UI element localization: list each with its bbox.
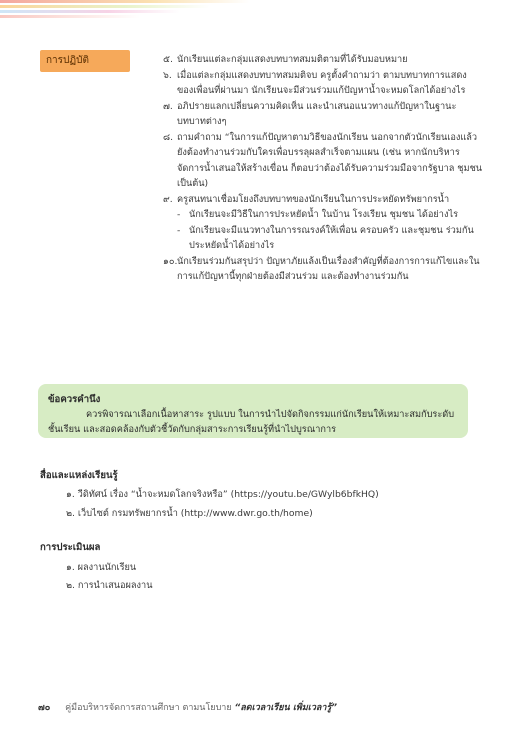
section-tab: การปฏิบัติ (40, 50, 130, 72)
page-number: ๗๐ (38, 703, 51, 713)
steps-list (163, 52, 483, 285)
dash-bullet: - (177, 209, 181, 220)
step-item: ๑๐. นักเรียนร่วมกันสรุปว่า ปัญหาภัยแล้งเป็นเรื่องสำคัญที่ต้องการการแก้ไขและในการแก้ปัญหานี้ทุกฝ่ายต้องมีส่วนร่วม และต้องทำงานร่วมกัน (163, 255, 480, 282)
step-item: ๙. ครูสนทนาเชื่อมโยงถึงบทบาทของนักเรียนในการประหยัดทรัพยากรน้ำ (163, 193, 450, 205)
footer-slogan: “ลดเวลาเรียน เพิ่มเวลารู้” (234, 703, 338, 713)
step-item: ๕. นักเรียนแต่ละกลุ่มแสดงบทบาทสมมติตามที่ได้รับมอบหมาย (163, 54, 408, 65)
sub-item: - นักเรียนจะมีแนวทางในการรณรงค์ให้เพื่อน ครอบครัว และชุมชน ร่วมกันประหยัดน้ำได้อย่างไร (163, 223, 483, 254)
evaluation-item: ๒. การนำเสนอผลงาน (66, 580, 153, 591)
step-item: ๖. เมื่อแต่ละกลุ่มแสดงบทบาทสมมติจบ ครูตั้งคำถามว่า ตามบทบาทการแสดงของเพื่อนที่ผ่านมา นักเรียนจะมีส่วนร่วมแก้ปัญหาน้ำจะหมดโลกได้อย่างไร (163, 69, 467, 96)
evaluation-item: ๑. ผลงานนักเรียน (66, 562, 137, 573)
evaluation-heading: การประเมินผล (40, 542, 101, 553)
note-text: ควรพิจารณาเลือกเนื้อหาสาระ รูปแบบ ในการนำไปจัดกิจกรรมแก่นักเรียนให้เหมาะสมกับระดับชั้นเรียน และสอดคล้องกับตัวชี้วัดกับกลุ่มสาระการเรียนรู้ที่นำไปบูรณาการ (48, 409, 455, 435)
header-decoration (0, 0, 524, 22)
media-item: ๒. เว็บไซต์ กรมทรัพยากรน้ำ (http://www.dwr.go.th/home) (66, 508, 313, 519)
note-box (38, 384, 468, 438)
media-heading: สื่อและแหล่งเรียนรู้ (40, 470, 118, 481)
page-footer (38, 700, 337, 714)
dash-bullet: - (177, 224, 181, 236)
media-item: ๑. วีดิทัศน์ เรื่อง “น้ำจะหมดโลกจริงหรือ” (https://youtu.be/GWylb6bfkHQ) (66, 489, 379, 500)
step-item: ๘. ถามคำถาม “ในการแก้ปัญหาตามวิธีของนักเรียน นอกจากตัวนักเรียนเองแล้ว ยังต้องทำงานร่วมกับใครเพื่อบรรลุผลสำเร็จตามแผน (เช่น หากนักบริหารจัดการน้ำเสนอให้สร้างเขื่อน ก็ตอบว่าต้องได้รับความร่วมมือจากรัฐบาล ชุมชน เป็นต้น) (163, 131, 483, 189)
sub-item: - นักเรียนจะมีวิธีในการประหยัดน้ำ ในบ้าน โรงเรียน ชุมชน ได้อย่างไร (163, 207, 483, 223)
step-item: ๗. อภิปรายแลกเปลี่ยนความคิดเห็น และนำเสนอแนวทางแก้ปัญหาในฐานะบทบาทต่างๆ (163, 100, 457, 127)
footer-text: คู่มือบริหารจัดการสถานศึกษา ตามนโยบาย (65, 703, 232, 713)
note-heading: ข้อควรคำนึง (48, 394, 101, 405)
